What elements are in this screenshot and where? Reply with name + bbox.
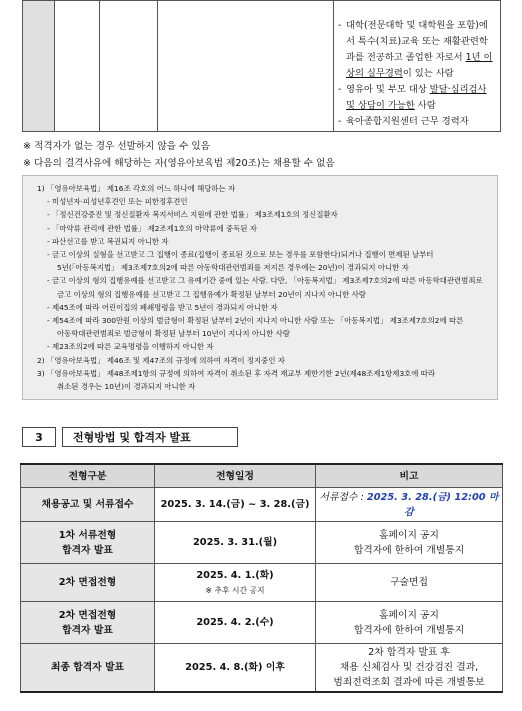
date-text: 2025. 3. 31.(월) bbox=[192, 537, 278, 548]
date-cell bbox=[155, 522, 316, 564]
remark-cell bbox=[316, 488, 503, 522]
section-number: 3 bbox=[22, 427, 56, 447]
date-text: 2025. 4. 2.(수) bbox=[196, 617, 274, 628]
date-cell bbox=[155, 602, 316, 644]
stage-text: 2차 면접전형 bbox=[58, 609, 117, 621]
date-text: 2025. 3. 14.(금) ~ 3. 28.(금) bbox=[160, 499, 310, 510]
stage-text: 2차 면접전형 bbox=[58, 577, 117, 588]
stage-cell bbox=[21, 522, 155, 564]
table-cell-empty bbox=[23, 1, 55, 132]
disqualification-line: - 「마약류 관리에 관한 법률」 제2조제1호의 마약류에 중독된 자 bbox=[47, 223, 257, 233]
disqualification-line: - 금고 이상의 형의 집행유예를 선고받고 그 유예기간 중에 있는 사람. 다만, 「아동복지법」 제3조제7호의2에 따른 아동학대관련범죄로 bbox=[47, 276, 483, 286]
requirements-cell bbox=[334, 1, 501, 132]
stage-text: 합격자 발표 bbox=[62, 624, 113, 636]
date-cell bbox=[155, 488, 316, 522]
stage-cell bbox=[21, 644, 155, 692]
column-header: 전형일정 bbox=[155, 464, 316, 488]
column-header: 전형구분 bbox=[21, 464, 155, 488]
disqualification-line: 아동학대관련범죄로 벌금형이 확정된 날부터 10년이 지나지 아니한 사람 bbox=[57, 329, 290, 339]
stage-text: 최종 합격자 발표 bbox=[50, 661, 125, 673]
disqualification-line: 5년(「아동복지법」 제3조제7호의2에 따른 아동학대관련범죄를 저지른 경우에는 20년)이 경과되지 아니한 자 bbox=[57, 263, 409, 273]
disqualification-line: - 「정신건강증진 및 정신질환자 복지서비스 지원에 관한 법률」 제3조제1호의 정신질환자 bbox=[47, 210, 338, 220]
disqualification-line: - 파산선고를 받고 복권되지 아니한 자 bbox=[47, 236, 169, 246]
remark-text: 구술면접 bbox=[390, 577, 428, 588]
disqualification-line: - 미성년자·피성년후견인 또는 피한정후견인 bbox=[47, 197, 188, 207]
requirement-item: - 대학(전문대학 및 대학원을 포함)에서 특수(치료)교육 또는 재활관련학과를 전공하고 졸업한 자로서 1년 이상의 실무경력이 있는 사람 bbox=[338, 18, 496, 82]
disqualification-line: - 제45조에 따라 어린이집의 폐쇄명령을 받고 5년이 경과되지 아니한 자 bbox=[47, 302, 278, 312]
note-disqualification: ※ 다음의 결격사유에 해당하는 자(영유아보육법 제20조)는 채용할 수 없음 bbox=[23, 158, 335, 169]
stage-text: 합격자 발표 bbox=[62, 544, 113, 556]
section-title: 전형방법 및 합격자 발표 bbox=[62, 427, 238, 447]
date-cell bbox=[155, 644, 316, 692]
remark-cell bbox=[316, 602, 503, 644]
remark-text: 홈페이지 공지 bbox=[379, 609, 439, 621]
table-row bbox=[21, 488, 503, 522]
disqualification-line: - 제23조의2에 따른 교육명령을 이행하지 아니한 자 bbox=[47, 342, 214, 352]
table-row bbox=[21, 564, 503, 602]
remark-text: 합격자에 한하여 개별통지 bbox=[353, 544, 465, 556]
note-no-qualified: ※ 적격자가 없는 경우 선발하지 않을 수 있음 bbox=[23, 141, 210, 152]
stage-cell bbox=[21, 488, 155, 522]
table-cell-empty bbox=[158, 1, 334, 132]
schedule-body bbox=[21, 488, 503, 692]
table-cell-empty bbox=[100, 1, 158, 132]
disqualification-box bbox=[22, 175, 498, 400]
date-text: 2025. 4. 1.(화) bbox=[196, 569, 274, 581]
disqualification-line: 금고 이상의 형의 집행유예를 선고받고 그 집행유예가 확정된 날부터 20년이 지나지 아니한 사람 bbox=[57, 289, 366, 299]
requirements-list bbox=[334, 1, 500, 130]
disqualification-line: 1) 「영유아보육법」 제16조 각호의 어느 하나에 해당하는 자 bbox=[37, 184, 236, 193]
disqualification-line: - 제54조에 따라 300만원 이상의 벌금형이 확정된 날부터 2년이 지나지 아니한 사람 또는 「아동복지법」 제3조제7호의2에 따른 bbox=[47, 316, 464, 326]
table-row bbox=[21, 522, 503, 564]
disqualification-list bbox=[37, 182, 493, 393]
table-row bbox=[21, 602, 503, 644]
date-cell bbox=[155, 564, 316, 602]
remark-prefix: 서류접수 : bbox=[319, 491, 367, 503]
requirement-item: - 영유아 및 부모 대상 발달·심리검사 및 상담이 가능한 사람 bbox=[338, 82, 496, 114]
requirement-item: - 육아종합지원센터 근무 경력자 bbox=[338, 114, 496, 130]
table-row bbox=[21, 644, 503, 692]
disqualification-line: 취소된 경우는 10년)이 경과되지 아니한 자 bbox=[57, 382, 196, 392]
deadline-highlight: 2025. 3. 28.(금) 12:00 마감 bbox=[366, 491, 499, 518]
stage-cell bbox=[21, 602, 155, 644]
remark-cell bbox=[316, 564, 503, 602]
table-cell-empty bbox=[55, 1, 100, 132]
remark-text: 2차 합격자 발표 후 bbox=[368, 646, 450, 658]
date-text: 2025. 4. 8.(화) 이후 bbox=[185, 661, 285, 673]
disqualification-line: - 금고 이상의 실형을 선고받고 그 집행이 종료(집행이 종료된 것으로 보는 경우를 포함한다)되거나 집행이 면제된 날부터 bbox=[47, 250, 434, 260]
stage-text: 1차 서류전형 bbox=[58, 529, 117, 541]
column-header: 비고 bbox=[316, 464, 503, 488]
remark-text: 홈페이지 공지 bbox=[379, 529, 439, 541]
schedule-table bbox=[20, 463, 503, 693]
stage-text: 채용공고 및 서류접수 bbox=[41, 499, 134, 510]
remark-text: 채용 신체검사 및 건강검진 결과, bbox=[339, 661, 479, 673]
qualification-table bbox=[22, 0, 501, 132]
remark-text: 범죄전력조회 결과에 따른 개별통보 bbox=[333, 676, 485, 688]
remark-cell bbox=[316, 522, 503, 564]
stage-cell bbox=[21, 564, 155, 602]
remark-text: 합격자에 한하여 개별통지 bbox=[353, 624, 465, 636]
disqualification-line: 2) 「영유아보육법」 제46조 및 제47조의 규정에 의하여 자격이 정지중인 자 bbox=[37, 355, 285, 365]
disqualification-line: 3) 「영유아보육법」 제48조제1항의 규정에 의하여 자격이 취소된 후 자격 재교부 제한기한 2년(제48조제1항제3호에 따라 bbox=[37, 368, 436, 378]
remark-cell bbox=[316, 644, 503, 692]
date-note: ※ 추후 시간 공지 bbox=[205, 585, 265, 595]
